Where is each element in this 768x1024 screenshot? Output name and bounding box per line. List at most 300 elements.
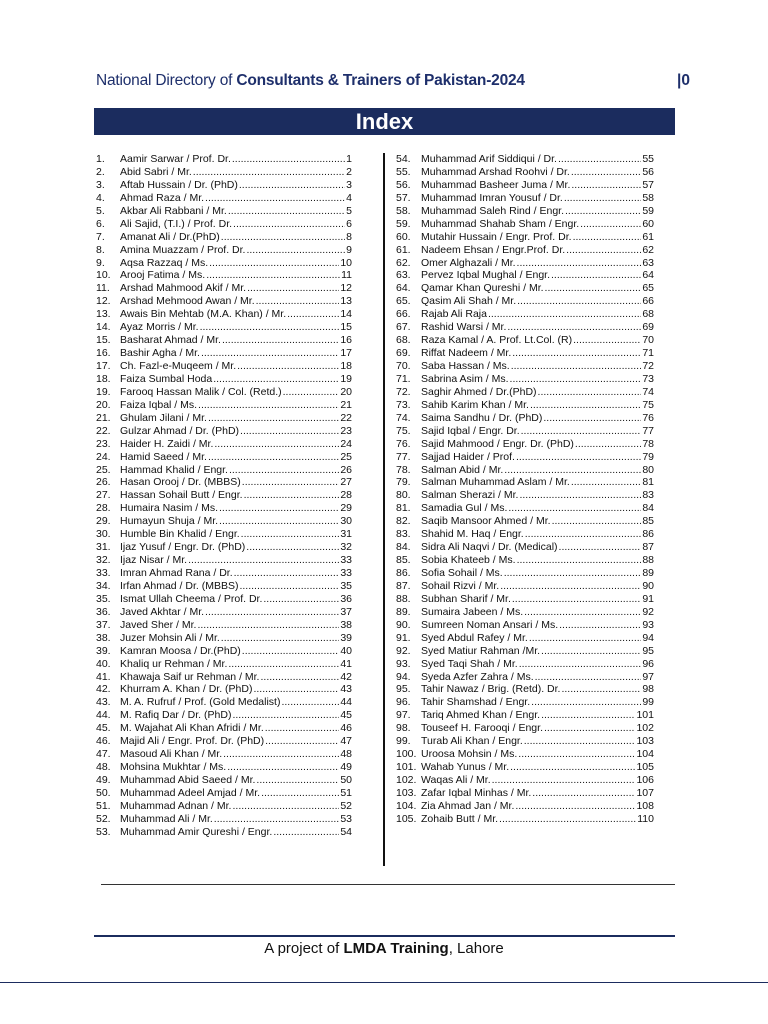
dot-leader <box>221 632 340 645</box>
dot-leader <box>232 153 345 166</box>
entry-number: 45. <box>96 722 111 735</box>
entry-name: Sahib Karim Khan / Mr. <box>421 398 529 411</box>
index-entry <box>96 179 352 192</box>
entry-name: Ch. Fazl-e-Muqeem / Mr. <box>120 360 237 372</box>
index-entry <box>96 774 352 787</box>
index-entry <box>96 541 352 554</box>
entry-page-number: 87 <box>642 541 654 554</box>
index-entry <box>396 166 654 179</box>
entry-number: 96. <box>396 696 411 709</box>
entry-name: Syeda Azfer Zahra / Ms. <box>421 670 534 683</box>
entry-page-number: 2 <box>346 165 352 178</box>
index-entry <box>396 541 654 554</box>
dot-leader <box>558 153 641 166</box>
entry-number: 56. <box>396 178 411 191</box>
entry-page-number: 88 <box>642 554 654 567</box>
entry-name: Irfan Ahmad / Dr. (MBBS) <box>120 579 239 592</box>
index-entry <box>96 257 352 270</box>
entry-number: 49. <box>96 774 111 786</box>
dot-leader <box>573 334 641 347</box>
dot-leader <box>512 347 641 360</box>
dot-leader <box>234 567 340 580</box>
entry-name: Sajid Iqbal / Engr. Dr. <box>421 424 520 437</box>
entry-page-number: 11 <box>341 269 352 282</box>
entry-name: Akbar Ali Rabbani / Mr. <box>120 204 227 217</box>
entry-page-number: 83 <box>642 489 654 502</box>
index-entry <box>396 800 654 813</box>
dot-leader <box>571 166 641 179</box>
dot-leader <box>559 541 642 554</box>
dot-leader <box>213 373 339 386</box>
index-column-left <box>96 153 352 839</box>
dot-leader <box>571 476 642 489</box>
entry-page-number: 76 <box>642 411 654 424</box>
index-entry <box>396 683 654 696</box>
entry-number: 99. <box>396 735 411 748</box>
entry-number: 97. <box>396 709 411 722</box>
entry-number: 44. <box>96 709 111 722</box>
entry-page-number: 18 <box>340 360 352 372</box>
entry-page-number: 85 <box>642 515 654 528</box>
index-entry <box>96 606 352 619</box>
dot-leader <box>232 709 339 722</box>
entry-number: 7. <box>96 230 105 243</box>
entry-number: 58. <box>396 204 411 217</box>
index-entry <box>96 748 352 761</box>
entry-number: 95. <box>396 683 411 696</box>
dot-leader <box>524 735 636 748</box>
entry-page-number: 94 <box>642 631 654 644</box>
entry-number: 105. <box>396 812 417 825</box>
entry-number: 57. <box>396 191 411 204</box>
dot-leader <box>564 192 641 205</box>
index-entry <box>396 321 654 334</box>
index-entry <box>396 282 654 295</box>
dot-leader <box>240 425 339 438</box>
index-entry <box>96 218 352 231</box>
index-entry <box>96 295 352 308</box>
entry-name: Hamid Saeed / Mr. <box>120 450 207 463</box>
entry-name: Wahab Yunus / Mr. <box>421 761 510 774</box>
entry-name: Sajjad Haider / Prof. <box>421 450 515 463</box>
entry-name: Basharat Ahmad / Mr. <box>120 334 221 347</box>
entry-name: Humble Bin Khalid / Engr. <box>120 528 240 541</box>
entry-name: Salman Abid / Mr. <box>421 463 504 476</box>
entry-number: 25. <box>96 463 111 476</box>
entry-page-number: 66 <box>642 295 654 308</box>
entry-number: 26. <box>96 476 111 489</box>
dot-leader <box>209 257 339 270</box>
entry-number: 16. <box>96 347 111 360</box>
entry-name: Faiza Sumbal Hoda <box>120 372 213 385</box>
dot-leader <box>242 645 340 658</box>
dot-leader <box>228 658 339 671</box>
dot-leader <box>193 166 345 179</box>
dot-leader <box>237 360 339 373</box>
footer-org: LMDA Training <box>343 940 449 957</box>
entry-name: Qamar Khan Qureshi / Mr. <box>421 282 544 295</box>
dot-leader <box>559 619 641 632</box>
entry-page-number: 13 <box>340 295 352 308</box>
dot-leader <box>205 192 345 205</box>
entry-number: 94. <box>396 670 411 683</box>
index-entry <box>96 153 352 166</box>
dot-leader <box>197 619 339 632</box>
entry-number: 83. <box>396 528 411 541</box>
entry-page-number: 95 <box>642 644 654 657</box>
entry-name: Javed Sher / Mr. <box>120 618 197 631</box>
entry-page-number: 16 <box>340 334 352 347</box>
entry-page-number: 81 <box>642 476 654 489</box>
dot-leader <box>256 774 339 787</box>
index-entry <box>396 295 654 308</box>
entry-name: Muhammad Arshad Roohvi / Dr. <box>421 165 570 178</box>
entry-name: M. Rafiq Dar / Dr. (PhD) <box>120 709 232 722</box>
dot-leader <box>525 528 642 541</box>
entry-page-number: 61 <box>642 230 654 243</box>
entry-page-number: 84 <box>642 502 654 515</box>
entry-number: 88. <box>396 592 411 605</box>
dot-leader <box>256 295 340 308</box>
index-entry <box>396 205 654 218</box>
entry-number: 85. <box>396 554 411 567</box>
entry-name: Bashir Agha / Mr. <box>120 347 200 360</box>
entry-page-number: 38 <box>340 618 352 631</box>
index-entry <box>96 735 352 748</box>
entry-page-number: 57 <box>642 178 654 191</box>
entry-number: 72. <box>396 385 411 398</box>
entry-name: Ayaz Morris / Mr. <box>120 321 199 334</box>
entry-number: 101. <box>396 761 417 774</box>
dot-leader <box>544 722 635 735</box>
entry-page-number: 78 <box>642 437 654 450</box>
entry-page-number: 43 <box>340 683 352 696</box>
dot-leader <box>229 464 339 477</box>
entry-number: 66. <box>396 308 411 321</box>
index-entry <box>396 399 654 412</box>
entry-number: 92. <box>396 644 411 657</box>
entry-number: 5. <box>96 204 105 217</box>
index-entry <box>96 515 352 528</box>
entry-name: Sabrina Asim / Ms. <box>421 372 509 385</box>
index-entry <box>96 489 352 502</box>
index-entry <box>396 334 654 347</box>
entry-page-number: 3 <box>346 178 352 191</box>
entry-number: 33. <box>96 567 111 579</box>
entry-name: Touseef H. Farooqi / Engr. <box>421 722 543 735</box>
entry-number: 28. <box>96 502 111 515</box>
entry-name: Muhammad Amir Qureshi / Engr. <box>120 825 273 838</box>
entry-name: Shahid M. Haq / Engr. <box>421 528 524 541</box>
dot-leader <box>521 425 642 438</box>
entry-number: 42. <box>96 683 111 696</box>
index-entry <box>396 269 654 282</box>
entry-name: Majid Ali / Engr. Prof. Dr. (PhD) <box>120 735 265 748</box>
entry-name: Awais Bin Mehtab (M.A. Khan) / Mr. <box>120 308 287 321</box>
entry-page-number: 79 <box>642 450 654 463</box>
entry-name: Pervez Iqbal Mughal / Engr. <box>421 269 550 282</box>
entry-number: 24. <box>96 450 111 463</box>
entry-page-number: 10 <box>340 256 352 269</box>
entry-number: 12. <box>96 295 111 308</box>
page-footer <box>0 940 768 957</box>
index-entry <box>396 373 654 386</box>
entry-number: 8. <box>96 243 105 256</box>
entry-page-number: 12 <box>340 282 352 295</box>
entry-page-number: 103 <box>636 735 654 748</box>
entry-name: Muhammad Basheer Juma / Mr. <box>421 178 571 191</box>
entry-page-number: 71 <box>642 347 654 360</box>
entry-page-number: 98 <box>642 683 654 696</box>
entry-page-number: 58 <box>642 191 654 204</box>
dot-leader <box>504 567 642 580</box>
entry-page-number: 4 <box>346 191 352 204</box>
entry-number: 29. <box>96 515 111 528</box>
entry-name: Nadeem Ehsan / Engr.Prof. Dr. <box>421 243 566 256</box>
footer-prefix: A project of <box>264 940 344 957</box>
index-entry <box>396 813 654 826</box>
entry-number: 4. <box>96 191 105 204</box>
entry-number: 86. <box>396 567 411 579</box>
entry-page-number: 39 <box>340 631 352 644</box>
entry-number: 104. <box>396 799 417 812</box>
entry-page-number: 97 <box>642 670 654 683</box>
entry-name: Khaliq ur Rehman / Mr. <box>120 657 228 670</box>
entry-page-number: 45 <box>340 709 352 722</box>
entry-number: 27. <box>96 489 111 502</box>
dot-leader <box>538 386 642 399</box>
entry-name: Saba Hassan / Ms. <box>421 360 510 372</box>
entry-page-number: 68 <box>642 308 654 321</box>
dot-leader <box>575 438 641 451</box>
dot-leader <box>273 826 339 839</box>
index-entry <box>396 709 654 722</box>
entry-page-number: 20 <box>340 385 352 398</box>
entry-name: Qasim Ali Shah / Mr. <box>421 295 517 308</box>
entry-name: Tahir Nawaz / Brig. (Retd). Dr. <box>421 683 561 696</box>
entry-page-number: 108 <box>636 799 654 812</box>
entry-number: 11. <box>96 282 110 295</box>
index-entry <box>96 347 352 360</box>
entry-name: Faiza Iqbal / Ms. <box>120 398 198 411</box>
dot-leader <box>499 813 636 826</box>
index-entry <box>96 813 352 826</box>
entry-name: Arshad Mehmood Awan / Mr. <box>120 295 255 308</box>
entry-name: Arshad Mahmood Akif / Mr. <box>120 282 247 295</box>
entry-number: 73. <box>396 398 411 411</box>
entry-page-number: 104 <box>636 748 654 761</box>
entry-number: 17. <box>96 360 111 372</box>
dot-leader <box>247 282 339 295</box>
dot-leader <box>244 489 340 502</box>
entry-number: 10. <box>96 269 111 282</box>
entry-page-number: 107 <box>636 786 654 799</box>
entry-name: Tahir Shamshad / Engr. <box>421 696 531 709</box>
index-entry <box>396 464 654 477</box>
dot-leader <box>541 709 635 722</box>
index-entry <box>396 735 654 748</box>
entry-number: 71. <box>396 372 411 385</box>
entry-name: Muhammad Shahab Sham / Engr. <box>421 217 580 230</box>
entry-number: 60. <box>396 230 411 243</box>
entry-number: 13. <box>96 308 111 321</box>
entry-name: Farooq Hassan Malik / Col. (Retd.) <box>120 385 282 398</box>
entry-page-number: 86 <box>642 528 654 541</box>
index-entry <box>96 373 352 386</box>
entry-number: 40. <box>96 657 111 670</box>
entry-page-number: 105 <box>636 761 654 774</box>
entry-page-number: 33 <box>340 554 352 567</box>
index-entry <box>396 257 654 270</box>
entry-name: Ijaz Yusuf / Engr. Dr. (PhD) <box>120 541 246 554</box>
dot-leader <box>510 373 642 386</box>
index-title: Index <box>355 109 414 134</box>
entry-page-number: 24 <box>340 437 352 450</box>
entry-page-number: 21 <box>340 398 352 411</box>
entry-page-number: 27 <box>340 476 352 489</box>
entry-name: M. A. Rufruf / Prof. (Gold Medalist) <box>120 696 281 709</box>
entry-page-number: 5 <box>346 204 352 217</box>
entry-name: Waqas Ali / Mr. <box>421 774 491 786</box>
entry-number: 77. <box>396 450 411 463</box>
column-divider <box>383 153 385 866</box>
dot-leader <box>500 580 641 593</box>
entry-name: Sajid Mahmood / Engr. Dr. (PhD) <box>421 437 574 450</box>
entry-page-number: 48 <box>340 748 352 761</box>
entry-page-number: 56 <box>642 165 654 178</box>
entry-name: Muhammad Arif Siddiqui / Dr. <box>421 153 557 165</box>
page-header <box>96 70 690 92</box>
entry-name: Sumaira Jabeen / Ms. <box>421 605 524 618</box>
index-entry <box>96 761 352 774</box>
entry-name: Masoud Ali Khan / Mr. <box>120 748 223 761</box>
entry-page-number: 91 <box>642 592 654 605</box>
dot-leader <box>543 412 641 425</box>
entry-number: 74. <box>396 411 411 424</box>
index-entry <box>96 360 352 373</box>
entry-name: Riffat Nadeem / Mr. <box>421 347 512 360</box>
entry-name: Muhammad Adnan / Mr. <box>120 799 232 812</box>
index-entry <box>96 554 352 567</box>
entry-number: 32. <box>96 554 111 567</box>
entry-name: Mohsina Mukhtar / Ms. <box>120 761 227 774</box>
dot-leader <box>206 269 340 282</box>
index-entry <box>96 709 352 722</box>
entry-page-number: 31 <box>340 528 352 541</box>
entry-name: Arooj Fatima / Ms. <box>120 269 206 282</box>
entry-page-number: 41 <box>340 657 352 670</box>
entry-name: Haider H. Zaidi / Mr. <box>120 437 214 450</box>
directory-title-bold: Consultants & Trainers of Pakistan-2024 <box>236 72 525 89</box>
entry-name: Saghir Ahmed / Dr.(PhD) <box>421 385 537 398</box>
dot-leader <box>232 800 339 813</box>
index-entry <box>96 800 352 813</box>
entry-page-number: 52 <box>340 799 352 812</box>
entry-name: Uroosa Mohsin / Ms. <box>421 748 518 761</box>
index-entry <box>96 476 352 489</box>
entry-page-number: 72 <box>642 360 654 372</box>
directory-title <box>96 72 525 90</box>
dot-leader <box>208 412 339 425</box>
index-entry <box>396 451 654 464</box>
entry-number: 14. <box>96 321 111 334</box>
entry-name: Salman Sherazi / Mr. <box>421 489 519 502</box>
entry-page-number: 33 <box>340 567 352 579</box>
entry-page-number: 22 <box>340 411 352 424</box>
entry-page-number: 23 <box>340 424 352 437</box>
entry-name: Humaira Nasim / Ms. <box>120 502 219 515</box>
entry-number: 19. <box>96 385 111 398</box>
entry-page-number: 63 <box>642 256 654 269</box>
dot-leader <box>532 787 635 800</box>
entry-name: Aqsa Razzaq / Ms. <box>120 256 209 269</box>
index-entry <box>396 671 654 684</box>
entry-page-number: 73 <box>642 372 654 385</box>
entry-page-number: 93 <box>642 618 654 631</box>
entry-number: 82. <box>396 515 411 528</box>
entry-name: Tariq Ahmed Khan / Engr. <box>421 709 541 722</box>
index-entry <box>96 567 352 580</box>
entry-page-number: 47 <box>340 735 352 748</box>
index-entry <box>396 528 654 541</box>
entry-page-number: 70 <box>642 334 654 347</box>
index-entry <box>96 696 352 709</box>
index-entry <box>96 166 352 179</box>
dot-leader <box>223 748 339 761</box>
dot-leader <box>219 515 339 528</box>
entry-page-number: 65 <box>642 282 654 295</box>
entry-number: 34. <box>96 579 111 592</box>
dot-leader <box>507 321 641 334</box>
entry-page-number: 99 <box>642 696 654 709</box>
entry-number: 76. <box>396 437 411 450</box>
dot-leader <box>200 321 340 334</box>
dot-leader <box>492 774 636 787</box>
index-entry <box>96 269 352 282</box>
dot-leader <box>242 476 340 489</box>
index-entry <box>396 412 654 425</box>
entry-page-number: 14 <box>340 308 352 321</box>
entry-number: 63. <box>396 269 411 282</box>
dot-leader <box>524 606 641 619</box>
index-entry <box>96 722 352 735</box>
index-entry <box>96 671 352 684</box>
entry-page-number: 59 <box>642 204 654 217</box>
dot-leader <box>519 658 642 671</box>
index-entry <box>96 528 352 541</box>
entry-page-number: 44 <box>340 696 352 709</box>
dot-leader <box>214 438 339 451</box>
entry-number: 20. <box>96 398 111 411</box>
entry-name: Abid Sabri / Mr. <box>120 165 192 178</box>
dot-leader <box>504 464 641 477</box>
entry-name: Sidra Ali Naqvi / Dr. (Medical) <box>421 541 558 554</box>
entry-number: 98. <box>396 722 411 735</box>
entry-number: 41. <box>96 670 111 683</box>
index-entry <box>396 645 654 658</box>
dot-leader <box>512 593 641 606</box>
dot-leader <box>510 761 635 774</box>
index-entry <box>396 787 654 800</box>
entry-name: Sohail Rizvi / Mr. <box>421 579 500 592</box>
index-entry <box>396 515 654 528</box>
entry-name: Rashid Warsi / Mr. <box>421 321 507 334</box>
entry-page-number: 29 <box>340 502 352 515</box>
entry-number: 65. <box>396 295 411 308</box>
dot-leader <box>227 761 339 774</box>
index-entry <box>396 425 654 438</box>
dot-leader <box>219 502 339 515</box>
